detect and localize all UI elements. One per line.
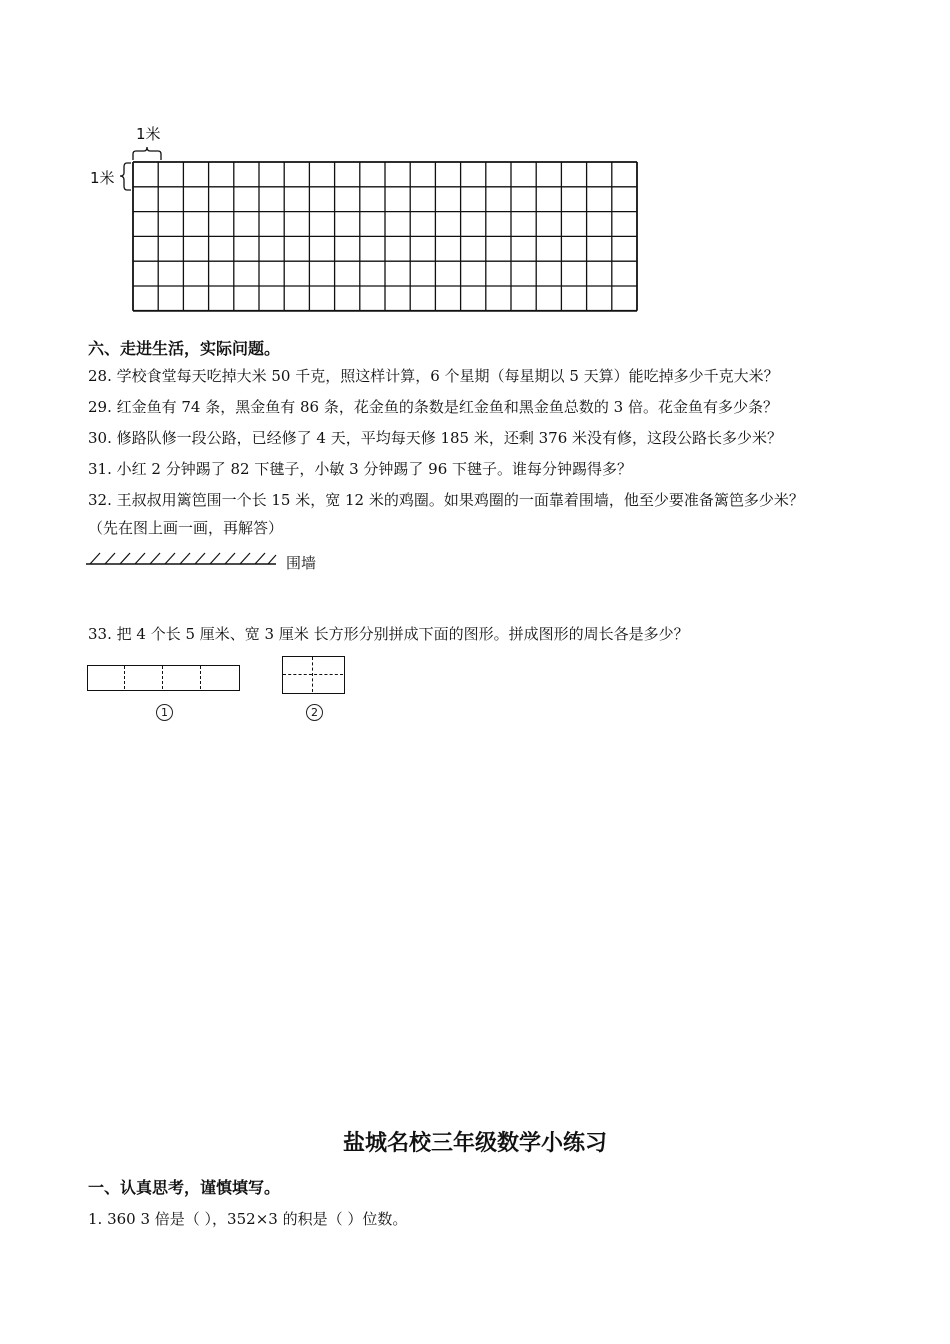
question-30: 30. 修路队修一段公路，已经修了 4 天，平均每天修 185 米，还剩 376 米没有修，这段公路长多少米？ — [88, 429, 783, 447]
section1-heading: 一、认真思考，谨慎填写。 — [88, 1178, 281, 1197]
figure-2-shape — [282, 656, 345, 694]
grid-side-brace — [117, 162, 133, 192]
wall-hatch — [86, 550, 278, 566]
section6-heading: 六、走进生活，实际问题。 — [88, 339, 281, 358]
question-28: 28. 学校食堂每天吃掉大米 50 千克，照这样计算，6 个星期（每星期以 5 天算）能吃掉多少千克大米？ — [88, 367, 779, 385]
figure-1-label: 1 — [156, 704, 173, 721]
figure-2-label: 2 — [306, 704, 323, 721]
figure-1-shape — [87, 665, 240, 691]
grid-top-unit-label: 1米 — [136, 125, 161, 143]
question-33: 33. 把 4 个长 5 厘米、宽 3 厘米 长方形分别拼成下面的图形。拼成图形的周长各是多少？ — [88, 625, 689, 643]
question-32-note: （先在图上画一画，再解答） — [88, 519, 284, 537]
square-grid — [132, 161, 642, 316]
wall-label: 围墙 — [286, 554, 317, 572]
question-1: 1. 360 3 倍是（ ），352×3 的积是（ ）位数。 — [88, 1210, 408, 1228]
question-29: 29. 红金鱼有 74 条，黑金鱼有 86 条，花金鱼的条数是红金鱼和黑金鱼总数的 3 倍。花金鱼有多少条？ — [88, 398, 778, 416]
grid-top-brace — [130, 142, 164, 162]
question-31: 31. 小红 2 分钟踢了 82 下毽子，小敏 3 分钟踢了 96 下毽子。谁每分钟踢得多？ — [88, 460, 633, 478]
question-32: 32. 王叔叔用篱笆围一个长 15 米，宽 12 米的鸡圈。如果鸡圈的一面靠着围墙，他至少要准备篱笆多少米？ — [88, 491, 804, 509]
grid-side-unit-label: 1米 — [90, 169, 115, 187]
paper-title: 盐城名校三年级数学小练习 — [342, 1131, 607, 1156]
